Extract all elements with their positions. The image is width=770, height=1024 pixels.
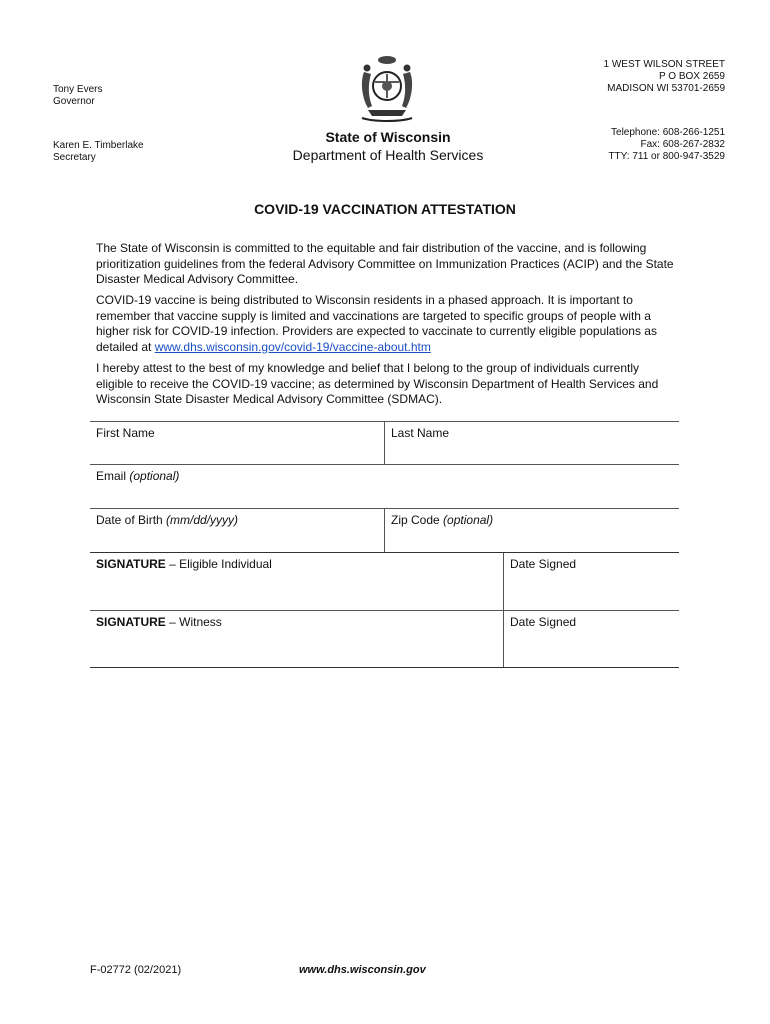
distribution-paragraph bbox=[96, 293, 676, 355]
signature-label-1: SIGNATURE bbox=[96, 557, 166, 571]
dob-zip-row bbox=[90, 508, 679, 552]
signature-individual-row bbox=[90, 552, 679, 610]
distribution-text: COVID-19 vaccine is being distributed to Wisconsin residents in a phased approach. It is important to remember that vaccine supply is limited and vaccinations are targeted to specific groups of people with a higher risk for COVID-19 infection. Providers are expected to vaccinate to currently eligible populations as detailed at bbox=[96, 293, 657, 354]
signature-witness-row bbox=[90, 610, 679, 668]
zip-code-field[interactable] bbox=[384, 509, 679, 552]
address-line-3: MADISON WI 53701-2659 bbox=[607, 83, 725, 94]
dob-label: Date of Birth bbox=[96, 513, 163, 527]
secretary-name: Karen E. Timberlake bbox=[53, 140, 144, 151]
email-label: Email bbox=[96, 469, 127, 483]
first-name-label: First Name bbox=[96, 426, 155, 440]
signature-label-2: SIGNATURE bbox=[96, 615, 166, 629]
last-name-label: Last Name bbox=[391, 426, 450, 440]
email-field[interactable] bbox=[90, 465, 679, 508]
signature-individual-label: – Eligible Individual bbox=[165, 557, 272, 571]
dob-format-note: (mm/dd/yyyy) bbox=[166, 513, 239, 527]
vaccine-info-link[interactable]: www.dhs.wisconsin.gov/covid-19/vaccine-about.htm bbox=[154, 339, 431, 354]
secretary-title: Secretary bbox=[53, 152, 96, 163]
secretary-block bbox=[53, 140, 144, 164]
zip-label: Zip Code bbox=[391, 513, 440, 527]
date-of-birth-field[interactable] bbox=[90, 509, 384, 552]
address-line-1: 1 WEST WILSON STREET bbox=[603, 59, 725, 70]
tty: TTY: 711 or 800-947-3529 bbox=[608, 151, 725, 162]
signature-witness-field[interactable] bbox=[90, 611, 503, 667]
attestation-form bbox=[90, 421, 679, 668]
footer-website: www.dhs.wisconsin.gov bbox=[299, 964, 426, 976]
date-signed-label-1: Date Signed bbox=[510, 557, 577, 571]
state-name: State of Wisconsin bbox=[325, 129, 451, 145]
governor-title: Governor bbox=[53, 96, 95, 107]
email-optional-note: (optional) bbox=[129, 469, 180, 483]
telephone: Telephone: 608-266-1251 bbox=[611, 127, 725, 138]
first-name-field[interactable] bbox=[90, 422, 384, 464]
page-title: COVID-19 VACCINATION ATTESTATION bbox=[254, 201, 516, 217]
agency-name-block bbox=[270, 128, 506, 164]
zip-optional-note: (optional) bbox=[443, 513, 494, 527]
date-signed-witness-field[interactable] bbox=[503, 611, 679, 667]
governor-block bbox=[53, 84, 102, 108]
name-row bbox=[90, 421, 679, 464]
address-line-2: P O BOX 2659 bbox=[659, 71, 725, 82]
attestation-paragraph: I hereby attest to the best of my knowledge and belief that I belong to the group of individuals currently eligible to receive the COVID-19 vaccine; as determined by Wisconsin Department of Health Services and Wisconsin State Disaster Medical Advisory Committee (SDMAC). bbox=[96, 361, 659, 406]
governor-name: Tony Evers bbox=[53, 84, 103, 95]
email-row bbox=[90, 464, 679, 508]
signature-witness-label: – Witness bbox=[165, 615, 222, 629]
fax: Fax: 608-267-2832 bbox=[640, 139, 725, 150]
last-name-field[interactable] bbox=[384, 422, 679, 464]
intro-paragraph: The State of Wisconsin is committed to the equitable and fair distribution of the vaccine, and is following prioritization guidelines from the federal Advisory Committee on Immunization Practices (ACIP) and the State Disaster Medical Advisory Committee. bbox=[96, 241, 674, 286]
date-signed-individual-field[interactable] bbox=[503, 553, 679, 610]
department-name: Department of Health Services bbox=[292, 147, 484, 163]
date-signed-label-2: Date Signed bbox=[510, 615, 577, 629]
form-number: F-02772 (02/2021) bbox=[90, 964, 182, 976]
contact-block bbox=[608, 127, 725, 163]
state-seal-icon bbox=[354, 52, 420, 124]
address-block bbox=[604, 59, 726, 95]
signature-individual-field[interactable] bbox=[90, 553, 503, 610]
